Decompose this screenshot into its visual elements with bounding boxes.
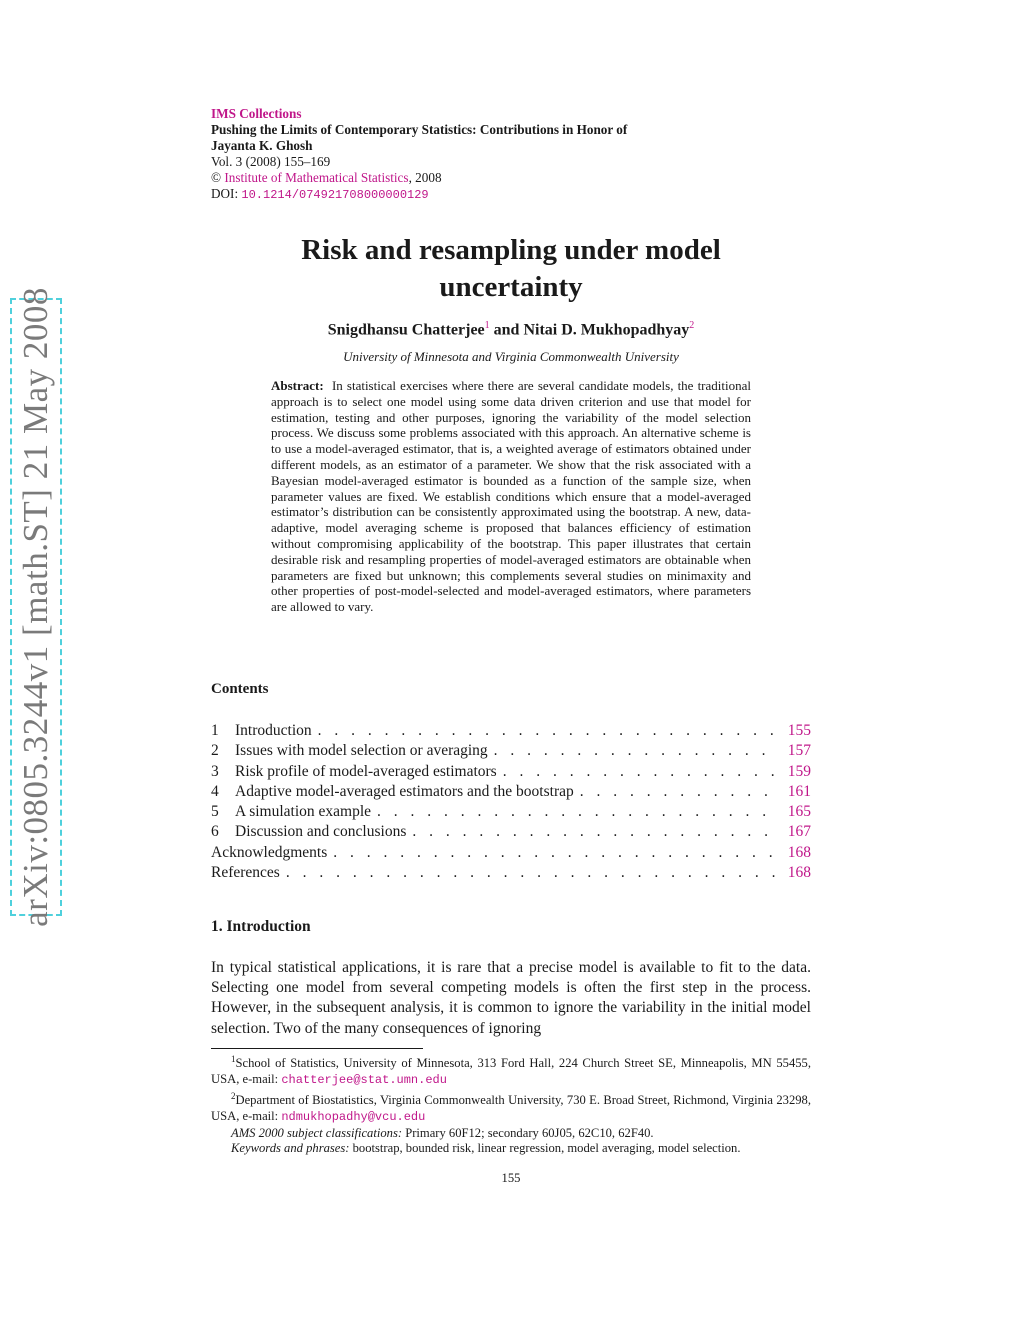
- copyright-year: , 2008: [408, 170, 442, 185]
- toc-page-link[interactable]: 155: [787, 722, 811, 739]
- toc-leader: [494, 742, 779, 760]
- footnote-mark-1[interactable]: 1: [484, 320, 490, 331]
- volume-info: Vol. 3 (2008) 155–169: [211, 154, 331, 169]
- toc-title: Acknowledgments: [211, 843, 328, 861]
- ams-label: AMS 2000 subject classifications:: [231, 1125, 403, 1140]
- toc-number: 6: [211, 823, 219, 841]
- toc-number: 3: [211, 762, 219, 780]
- toc-entry[interactable]: [211, 783, 811, 803]
- toc-leader: [318, 722, 779, 740]
- series-title-line2: Jayanta K. Ghosh: [211, 138, 313, 153]
- footnote-1-text: School of Statistics, University of Minnesota, 313 Ford Hall, 224 Church Street SE, Minneapolis, MN 55455, USA, e-mail:: [211, 1056, 811, 1086]
- author-line: [211, 320, 811, 339]
- author-conjunction: and: [489, 321, 524, 339]
- ams-text: Primary 60F12; secondary 60J05, 62C10, 62F40.: [402, 1125, 654, 1140]
- footnote-mark-2[interactable]: 2: [689, 320, 695, 331]
- toc-leader: [377, 803, 779, 821]
- copyright-symbol: ©: [211, 170, 222, 185]
- table-of-contents: [211, 722, 811, 884]
- toc-entry[interactable]: [211, 803, 811, 823]
- contents-heading: Contents: [211, 681, 269, 697]
- toc-title: Introduction: [235, 722, 312, 739]
- toc-number: 2: [211, 742, 219, 760]
- footnote-2: [211, 1089, 811, 1126]
- toc-title: Discussion and conclusions: [235, 823, 407, 841]
- toc-number: 5: [211, 803, 219, 821]
- author-1: Snigdhansu Chatterjee: [327, 321, 485, 339]
- footnotes: [211, 1052, 811, 1157]
- toc-title: Adaptive model-averaged estimators and the bootstrap: [235, 782, 574, 800]
- toc-leader: [412, 823, 779, 841]
- toc-leader: [580, 783, 779, 801]
- toc-entry[interactable]: [211, 823, 811, 843]
- toc-entry[interactable]: [211, 742, 811, 762]
- copyright-line: [211, 170, 627, 186]
- abstract: [271, 378, 751, 615]
- toc-title: References: [211, 864, 280, 882]
- affiliation: University of Minnesota and Virginia Commonwealth University: [343, 349, 679, 364]
- toc-entry[interactable]: [211, 763, 811, 783]
- keywords-label: Keywords and phrases:: [231, 1141, 350, 1156]
- toc-title: A simulation example: [235, 803, 372, 821]
- toc-leader: [286, 864, 779, 882]
- ams-classification: [211, 1126, 811, 1142]
- toc-page-link[interactable]: 168: [787, 864, 811, 882]
- toc-page-link[interactable]: 159: [787, 762, 811, 780]
- title-line2: uncertainty: [439, 271, 583, 303]
- collection-link[interactable]: IMS Collections: [211, 106, 302, 121]
- doi-label: DOI:: [211, 186, 242, 201]
- abstract-text: In statistical exercises where there are several candidate models, the traditional approach is to select one model using some data driven criterion and use that model for estimation, testing and other purposes, ignoring the variability of the model selection process. We discuss some problems associated with this approach. An alternative scheme is to use a model-averaged estimator, that is, a weighted average of estimators obtained under different models, as an estimator of a parameter. We show that the risk associated with a Bayesian model-averaged estimator is bounded as a function of the sample size, when parameter values are fixed. We establish conditions which ensure that a model-averaged estimator’s distribution can be consistently approximated using the bootstrap. A new, data-adaptive, model averaging scheme is proposed that balances efficiency of estimation without compromising applicability of the bootstrap. This paper illustrates that certain desirable risk and resampling properties of model-averaged estimators are obtainable when parameters are fixed but unknown; this complements several studies on minimaxity and other properties of post-model-selected and model-averaged estimators, where parameters are allowed to vary.: [271, 378, 752, 615]
- toc-entry[interactable]: [211, 722, 811, 742]
- abstract-label: Abstract:: [271, 378, 324, 393]
- keywords-text: bootstrap, bounded risk, linear regression, model averaging, model selection.: [349, 1141, 741, 1156]
- series-title-line1: Pushing the Limits of Contemporary Statistics: Contributions in Honor of: [211, 122, 628, 137]
- page-number: 155: [501, 1171, 521, 1185]
- keywords: [211, 1141, 811, 1157]
- arxiv-stamp: [10, 287, 62, 927]
- toc-number: 4: [211, 782, 219, 800]
- doi-line: [211, 186, 627, 203]
- footnote-1-mark: 1: [231, 1054, 236, 1064]
- toc-leader: [503, 763, 779, 781]
- arxiv-id: arXiv:0805.3244v1 [math.ST] 21 May 2008: [16, 287, 55, 927]
- doi-link[interactable]: 10.1214/074921708000000129: [241, 188, 429, 202]
- section-body: In typical statistical applications, it is rare that a precise model is available to fit to the data. Selecting one model from several competing models is often the first step in the process. However, in the subsequent analysis, it is common to ignore the variability in the initial model selection. Two of the many consequences of ignoring: [211, 959, 811, 1037]
- journal-header: [211, 106, 627, 203]
- toc-page-link[interactable]: 165: [787, 803, 811, 821]
- toc-page-link[interactable]: 167: [787, 823, 811, 841]
- toc-page-link[interactable]: 157: [787, 742, 811, 760]
- email-link-2[interactable]: ndmukhopadhy@vcu.edu: [281, 1109, 426, 1124]
- footnote-rule: [211, 1048, 423, 1049]
- toc-number: 1: [211, 722, 219, 739]
- toc-page-link[interactable]: 161: [787, 782, 811, 800]
- footnote-1: [211, 1052, 811, 1089]
- toc-title: Risk profile of model-averaged estimators: [235, 762, 497, 780]
- email-link-1[interactable]: chatterjee@stat.umn.edu: [281, 1072, 447, 1087]
- paper-title: [211, 232, 811, 306]
- toc-leader: [333, 844, 779, 862]
- toc-page-link[interactable]: 168: [787, 843, 811, 861]
- footnote-2-text: Department of Biostatistics, Virginia Commonwealth University, 730 E. Broad Street, Richmond, Virginia 23298, USA, e-mail:: [211, 1092, 811, 1123]
- footnote-2-mark: 2: [231, 1090, 236, 1101]
- toc-entry[interactable]: [211, 864, 811, 884]
- section-heading: 1. Introduction: [211, 918, 311, 935]
- author-2: Nitai D. Mukhopadhyay: [523, 321, 690, 339]
- publisher-link[interactable]: Institute of Mathematical Statistics: [224, 170, 409, 185]
- title-line1: Risk and resampling under model: [301, 234, 721, 266]
- toc-title: Issues with model selection or averaging: [235, 742, 488, 760]
- toc-entry[interactable]: [211, 844, 811, 864]
